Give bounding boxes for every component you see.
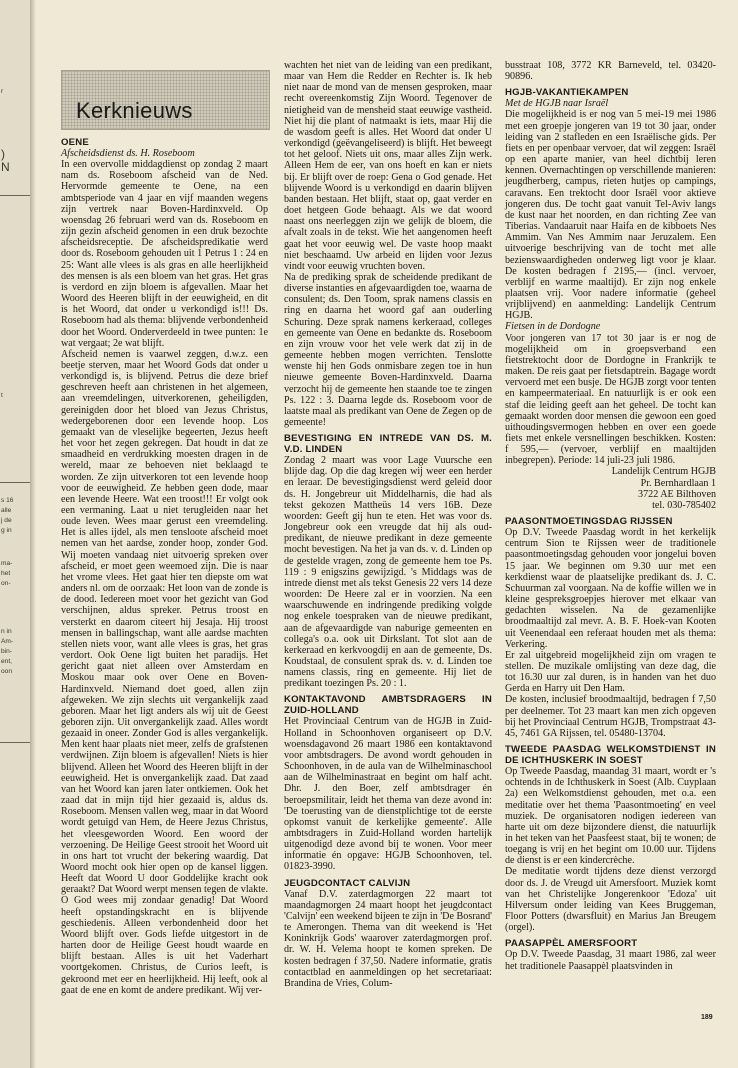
margin-fragment: Am-	[1, 638, 14, 645]
margin-fragment: oon	[1, 668, 13, 675]
margin-rule	[0, 742, 30, 743]
margin-fragment: on-	[1, 580, 11, 587]
margin-fragment: j de	[1, 517, 12, 524]
article-heading: TWEEDE PAASDAG WELKOMSTDIENST IN DE ICHTHUSKERK IN SOEST	[505, 744, 716, 767]
margin-rule	[0, 482, 30, 483]
margin-fragment: bin-	[1, 648, 12, 655]
address-line: Landelijk Centrum HGJB	[611, 466, 716, 478]
article-body: Zondag 2 maart was voor Lage Vuursche een blijde dag. Op die dag kregen wij weer een herder en leraar. De bevestigingsdienst werd geleid door ds. H. Jongebreur uit Middelharnis, die had als tekst gekozen Mattheüs 14 vers 16B. Deze woorden: Geeft gij hun te eten. Het was voor ds. Jongebreur ook een vreugde dat hij als oud-predikant, de nieuwe predikant in deze gemeente mocht bevestigen. Na het ja van ds. v. d. Linden op de gestelde vragen, zong de gemeente hem toe Ps. 119 : 9 enigszins gewijzigd. 's Middags was de intrede dienst met als tekst Genesis 22 vers 14 deze woorden: De Heere zal er in voorzien. Na een waarschuwende en indringende prediking volgde nog enkele toespraken van de nieuwe predikant, aan de afgevaardigde van naburige gemeenten en collega's o.a. ook uit Dirkslant. Tot slot aan de kerkeraad en kerkvoogdij en aan de gemeente, Ds. Koudstaal, de consulent sprak ds. v. d. Linden toe namens classis, ring en gemeente. Hij liet de predikant toezingen Ps. 20 : 1.	[284, 455, 492, 690]
banner-title: Kerknieuws	[76, 98, 193, 123]
article-heading: PAASONTMOETINGSDAG RIJSSEN	[505, 516, 673, 528]
margin-fragment: t	[1, 392, 3, 399]
margin-fragment: s 16	[1, 497, 14, 504]
article-heading: OENE	[61, 137, 89, 148]
margin-fragment: g in	[1, 527, 12, 534]
section-banner	[61, 70, 270, 130]
address-line: Pr. Bernhardlaan 1	[640, 477, 716, 489]
margin-fragment: N	[1, 160, 10, 174]
margin-fragment: het	[1, 570, 11, 577]
article-subheading: Fietsen in de Dordogne	[505, 321, 601, 333]
column-2	[284, 60, 492, 989]
margin-fragment: alle	[1, 507, 12, 514]
article-heading: BEVESTIGING EN INTREDE VAN DS. M. V.D. LINDEN	[284, 433, 492, 456]
margin-fragment: r	[1, 88, 4, 95]
article-body: Het Provinciaal Centrum van de HGJB in Zuid-Holland in Schoonhoven organiseert op D.V. woensdagavond 26 maart 1986 een kontaktavond voor ambtsdragers. De avond wordt gehouden in Schoonhoven, in de aula van de Wilhelminaschool aan de Wilhelminastraat en begint om half acht. Dhr. J. den Boer, zelf ambtsdrager én beroepsmilitair, leidt het thema van deze avond in: 'De toerusting van de dienstplichtige tot de eerste opkomst vanuit de kerkelijke gemeente'. Alle ambtsdragers in Zuid-Holland worden hartelijk uitgenodigd deze avond bij te wonen. Voor meer informatie én opgave: HGJB Schoonhoven, tel. 01823-3990.	[284, 716, 492, 873]
article-heading: KONTAKTAVOND AMBTSDRAGERS IN ZUID-HOLLAND	[284, 694, 492, 717]
previous-page-edge	[0, 0, 31, 1068]
address-line: 3722 AE Bilthoven	[638, 488, 716, 500]
article-heading: HGJB-VAKANTIEKAMPEN	[505, 87, 629, 99]
page-number: 189	[701, 1014, 713, 1021]
article-heading: JEUGDCONTACT CALVIJN	[284, 877, 411, 889]
article-body: wachten het niet van de leiding van een predikant, maar van Hem die Redder en Rechter is. Ik heb niet naar de mond van de mensen gesproken, maar recht overeenkomstig Zijn Woord. Tegenover de nietigheid van de mensheid staat eeuwige vastheid. Niet hij die plant of natmaakt is iets, maar Hij die de wasdom geeft is alles. Het Woord dat onder U verkondigd (geëvangeliseerd) is blijft. Het beweegt tot het geloof. Niets uit ons, maar alles Zijn werk. Alleen Hem de eer, van ons hoeft en kan er niets bij. Er blijft over de roep: Gena o God genade. Het blijvende Woord is u verkondigd en daarin blijven banden bestaan. Het blijft, staat op, gaat verder en doet hetgeen Gode behaagt. Als we dat woord naast ons neerleggen zijn we gelijk de bloem, die afvalt zoals in de tekst. Wie het aangenomen heeft gaat het voor eeuwig wel. De vaste hoop maakt niet beschaamd. Uw arbeid en lijden voor Jezus vindt voor eeuwig vruchten boven. Na de prediking sprak de scheidende predikant de diverse instanties en afgevaardigden toe, waarna de consulent; ds. Den Toom, sprak namens classis en ring en daarna het woord gaf aan ouderling Schuring. Deze sprak namens kerkeraad, colleges en gemeente van Oene en bedankte ds. Roseboom en zijn vrouw voor het vele werk dat zij in de gemeente hebben mogen verrichten. Tenslotte wenste hij hen Gods onmisbare zegen toe in hun nieuwe gemeente Boven-Hardinxveld. Daarna verzocht hij de gemeente hen staande toe te zingen Ps. 122 : 3. Daarna legde ds. Roseboom voor de laatste maal als predikant van Oene de Zegen op de gemeente!	[284, 60, 492, 428]
article-subheading: Met de HGJB naar Israël	[505, 98, 609, 110]
margin-fragment: ma-	[1, 560, 13, 567]
article-body: Die mogelijkheid is er nog van 5 mei-19 mei 1986 met een groepje jongeren van 19 tot 30 jaar, onder leiding van 2 stafleden en een Israëlische gids. Per fiets en per openbaar vervoer, dat wil zeggen: Israël op een aparte manier, van heel dichtbij leren kennen. Overnachtingen op verschillende manieren: jeugdherberg, campus, rieten hutjes op campings, caravans. Een trektocht door Israël voor aktieve jongeren dus. De tocht gaat vanuit Tel-Aviv langs de kust naar het noorden, en dan richting Zee van Tiberias. Vandaaruit naar Haifa en de kibboets Nes Ammim. Van Nes Ammim naar Jeruzalem. Een uitvoerige beschrijving van de tocht met alle bezienswaardigheden onderweg ligt voor je klaar. De kosten bedragen f 2195,— (incl. vervoer, verblijf en warme maaltijd). Er zijn nog enkele plaatsen vrij. Voor nadere informatie (geheel vrijblijvend) en aanmelding: Landelijk Centrum HGJB.	[505, 109, 716, 322]
article-body: Voor jongeren van 17 tot 30 jaar is er nog de mogelijkheid om in groepsverband een fietstrektocht door de Dordogne in Frankrijk te maken. De reis gaat per fietsdaptrein. Bagage wordt vervoerd met een busje. De HGJB zorgt voor tenten en kampeermateriaal. En natuurlijk is er ook een staf die leiding geeft aan het geheel. De tocht kan gemaakt worden door mensen die gewoon een goed uithoudingsvermogen hebben en over een goede fiets met enkele versnellingen beschikken. Kosten: f 595,— (vervoer, verblijf en maaltijden inbegrepen). Periode: 14 juli-23 juli 1986.	[505, 332, 716, 467]
margin-rule	[0, 195, 30, 196]
article-body: In een overvolle middagdienst op zondag 2 maart nam ds. Roseboom afscheid van de Ned. Hervormde gemeente te Oene, na een ambtsperiode van 4 jaar en vijf maanden wegens zijn vertrek naar Boven-Hardinxveld. Op woensdag 26 februari werd van ds. Roseboom en zijn gezin afscheid genomen in een druk bezochte afscheidsreceptie. De afscheidspredikatie werd door ds. Roseboom gehouden uit 1 Petrus 1 : 24 en 25: Want alle vlees is als gras en alle heerlijkheid des mensen is als een bloem van het gras. Het gras is verdord en zijn bloem is afgevallen. Maar het Woord des Heeren blijft in der eeuwigheid, en dit is het Woord, dat onder u verkondigd is!!! Ds. Roseboom had als thema: blijvende verbondenheid door het Woord. Onderverdeeld in twee punten: 1e wat vergaat; 2e wat blijft. Afscheid nemen is vaarwel zeggen, d.w.z. een beetje sterven, maar het Woord Gods dat onder u verkondigd is, is blijvend. Petrus die deze brief geschreven heeft aan christenen in het algemeen, aan vreemdelingen, uitverkorenen, geheiligden, gereinigden door het bloed van Jezus Christus, wedergeborenen door een levende hoop. Los gemaakt van de vleselijke begeerten, Jezus heeft het voor het zegen gekregen. Dat houdt in dat ze smaadheid en verdrukking moesten dragen in de wereld, maar ze behoeven niet beklaagd te worden. Ze zijn uitverkoren tot een levende hoop voor de eeuwigheid. Ze hebben geen dode, maar een levende Heere. Wat een troost!!! Er volgt ook een vermaning. Laat u niet terugleiden naar het oude leven. Wees maar gerust een vreemdeling. Het is alles ijdel, als men tensloote afscheid moet nemen van het aardse, zonder hoop, zonder God. Wij moeten vandaag niet uitvoerig spreken over afscheid, er moet geen weemoed zijn. Die is naar het vrome vlees. Het gaat hier ten diepste om wat anders nl. om de oorzaak: Het loon van de zonde is de dood. Iedereen moet voor het gezicht van God verschijnen, aldus spreker. Petrus troost en versterkt en daarom citeert hij Jesaja. Hij troost mensen in ballingschap, want alle aardse machten stellen niets voor, want alle vlees is gras, het gras verdort. Ook Oene ligt buiten het paradijs. Het gericht gaat niet alleen over Amsterdam en Moskou maar ook over Oene en Boven-Hardinxveld. Niemand doet goed, allen zijn afgeweken. We zijn slechts uit vergankelijk zaad geboren. Maar het ligt anders als wij uit de Geest geboren zijn. Uit onvergankelijk zaad. Alles wordt gezaaid in oneer. Zonder God is alles vergankelijk. Men kent haar plaats niet meer, zelfs de grafstenen verdwijnen. Zijn bloem is afgevallen! Niets is hier blijvend. Alleen het Woord des Heeren blijft in der eeuwigheid. Het is onvergankelijk zaad. Dat zaad van het Woord kan jaren later ontkiemen. Ook het zaad dat in mijn tijd hier gezaaid is, aldus ds. Roseboom. Mensen vallen weg, maar in dat Woord wordt getuigd van Hem, de Heere Jezus Christus, het vleesgeworden Woord. Een woord der verzoening. De Heilige Geest strooit het Woord uit in ons hart tot vrucht der bekering waardig. Dat Woord mocht ook hier open op de kansel liggen. Heeft dat Woord U door Goddelijke kracht ook geraakt? Dat Woord werpt mensen tegen de vlakte. O God wees mij zondaar genadig! Dat Woord heeft opstandingskracht en is blijvende geschiedenis. Alleen verbondenheid door het Woord blijft over. Gods liefde uitgestort in de harten door de Heilige Geest houdt waarde en blijft bestaan. Alles is uit het Vaderhart voortgekomen. Christus, de Curios leeft, is gekroond met eer en heerlijkheid. Hij leeft, ook al gaat de ene en komt de andere predikant. Wij ver-	[61, 159, 268, 996]
article-heading: PAASAPPÈL AMERSFOORT	[505, 938, 638, 950]
page-gutter	[30, 0, 36, 1068]
column-1	[61, 137, 268, 996]
article-body: Op Tweede Paasdag, maandag 31 maart, wordt er 's ochtends in de Ichthuskerk in Soest (Alb. Cuyplaan 2a) een Welkomstdienst gehouden, met o.a. een meditatie over het thema 'Paasontmoeting' en veel muziek. De organisatoren nodigen iedereen van harte uit om deze bijzondere dienst, die natuurlijk in het teken van het Paasfeest staat, bij te wonen; de toegang is vrij en het begint om 10.00 uur. Tijdens de dienst is er een kindercrèche. De meditatie wordt tijdens deze dienst verzorgd door ds. J. de Vreugd uit Amersfoort. Muziek komt van het Christelijke Jongerenkoor 'Edoza' uit Hilversum onder leiding van Kees Bruggeman, Floor Potters (dwarsfluit) en Marius Jan Breugem (orgel).	[505, 766, 716, 934]
margin-fragment: n in	[1, 628, 12, 635]
article-body: Op D.V. Tweede Paasdag, 31 maart 1986, zal weer het traditionele Paasappèl plaatsvinden in	[505, 949, 716, 972]
address-line: tel. 030-785402	[652, 499, 716, 511]
article-subheading: Afscheidsdienst ds. H. Roseboom	[61, 148, 195, 159]
article-body: Vanaf D.V. zaterdagmorgen 22 maart tot maandagmorgen 24 maart hoopt het jeugdcontact 'Calvijn' een weekend bijeen te zijn in 'De Bosrand' te Amerongen. Thema van dit weekend is 'Het Koninkrijk Gods' waarover zaterdagmorgen prof. dr. W. H. Velema hoopt te komen spreken. De kosten bedragen f 37,50. Nadere informatie, gratis contactblad en aanmeldingen op het secretariaat: Brandina de Vries, Colum-	[284, 888, 492, 989]
margin-fragment: ent,	[1, 658, 12, 665]
margin-fragment: )	[1, 147, 5, 161]
column-3	[505, 60, 716, 972]
article-body: Op D.V. Tweede Paasdag wordt in het kerkelijk centrum Sion te Rijssen weer de traditionele paasontmoetingsdag gehouden voor jongelui boven 15 jaar. We beginnen om 9.30 uur met een kerkdienst waar de plaatselijke predikant ds. J. C. Schuurman zal voorgaan. Na de koffie willen we in kleine gespreksgroepjes hierover met elkaar van gedachten wisselen. Na de gezamenlijke broodmaaltijd zal mevr. A. B. F. Hoek-van Kooten uit Veenendaal een referaat houden met als thema: Verkering. Er zal uitgebreid mogelijkheid zijn om vragen te stellen. De muzikale omlijsting van deze dag, die tot 16.30 uur zal duren, is in handen van het duo Gerda en Harry uit Den Ham. De kosten, inclusief broodmaaltijd, bedragen f 7,50 per deelnemer. Tot 23 maart kan men zich opgeven bij het Provinciaal Centrum HGJB, Trompstraat 43-45, 7461 GA Rijssen, tel. 05480-13704.	[505, 527, 716, 739]
article-body: busstraat 108, 3772 KR Barneveld, tel. 03420-90896.	[505, 60, 716, 83]
